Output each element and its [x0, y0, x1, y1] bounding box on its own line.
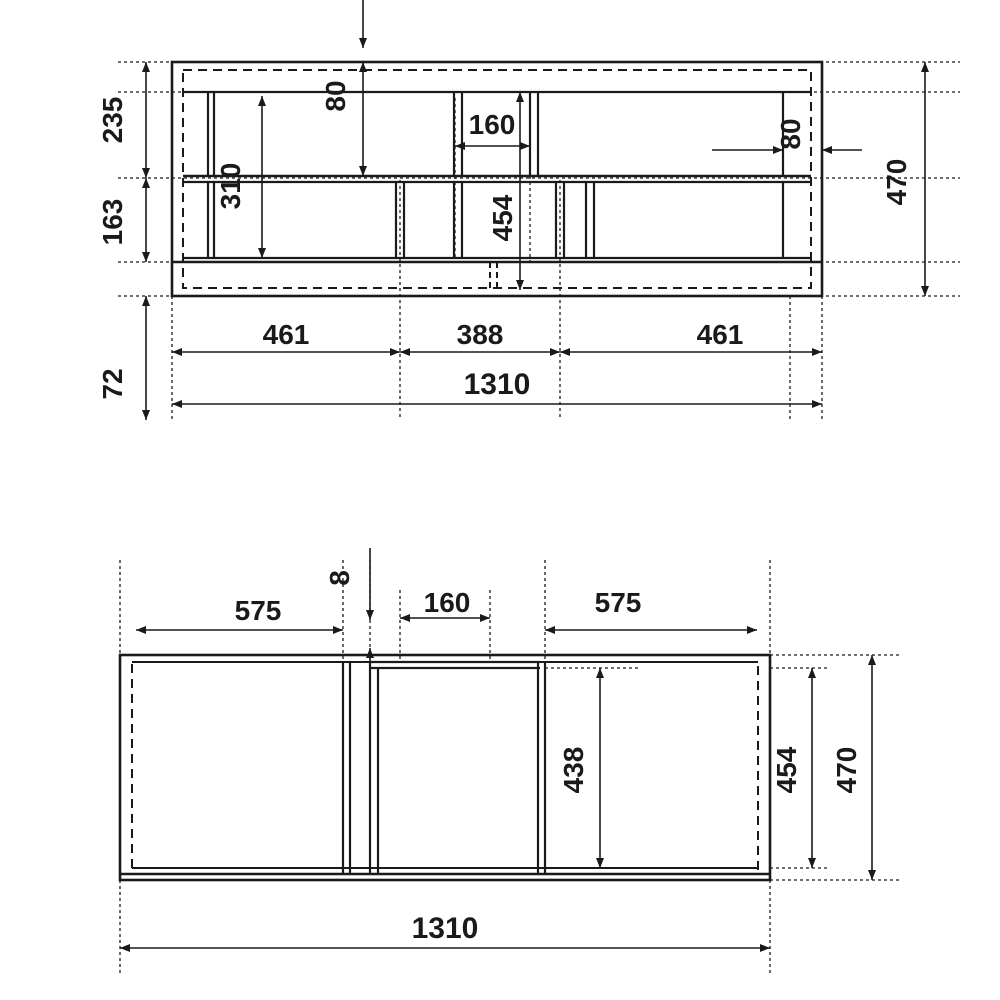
dim-label-388: 388 — [456, 319, 504, 350]
dim-label-160-plan: 160 — [423, 587, 471, 618]
front-elevation-view — [172, 62, 822, 296]
dim-label-454-front: 454 — [487, 194, 518, 242]
dim-label-310: 310 — [215, 162, 246, 210]
dim-label-438: 438 — [558, 746, 589, 794]
plan-view-dimension-labels — [235, 570, 862, 945]
dim-label-470-plan: 470 — [831, 746, 862, 794]
dim-label-575-left: 575 — [234, 595, 282, 626]
dim-label-72: 72 — [97, 368, 128, 400]
dim-label-454-plan: 454 — [771, 746, 802, 794]
dim-label-1310-front: 1310 — [463, 368, 531, 401]
dim-label-80-top: 80 — [320, 80, 351, 112]
plan-view — [120, 655, 770, 880]
dim-label-163: 163 — [97, 198, 128, 246]
dim-label-575-right: 575 — [594, 587, 642, 618]
dim-label-470-front: 470 — [881, 158, 912, 206]
dim-label-80-right: 80 — [775, 118, 806, 150]
dim-label-461-left: 461 — [262, 319, 310, 350]
dim-label-160-front: 160 — [468, 109, 516, 140]
plan-view-dimension-lines — [120, 548, 872, 948]
dim-label-1310-plan: 1310 — [411, 912, 479, 945]
dim-label-8: 8 — [324, 570, 355, 586]
dim-label-235: 235 — [97, 96, 128, 144]
dim-label-461-right: 461 — [696, 319, 744, 350]
